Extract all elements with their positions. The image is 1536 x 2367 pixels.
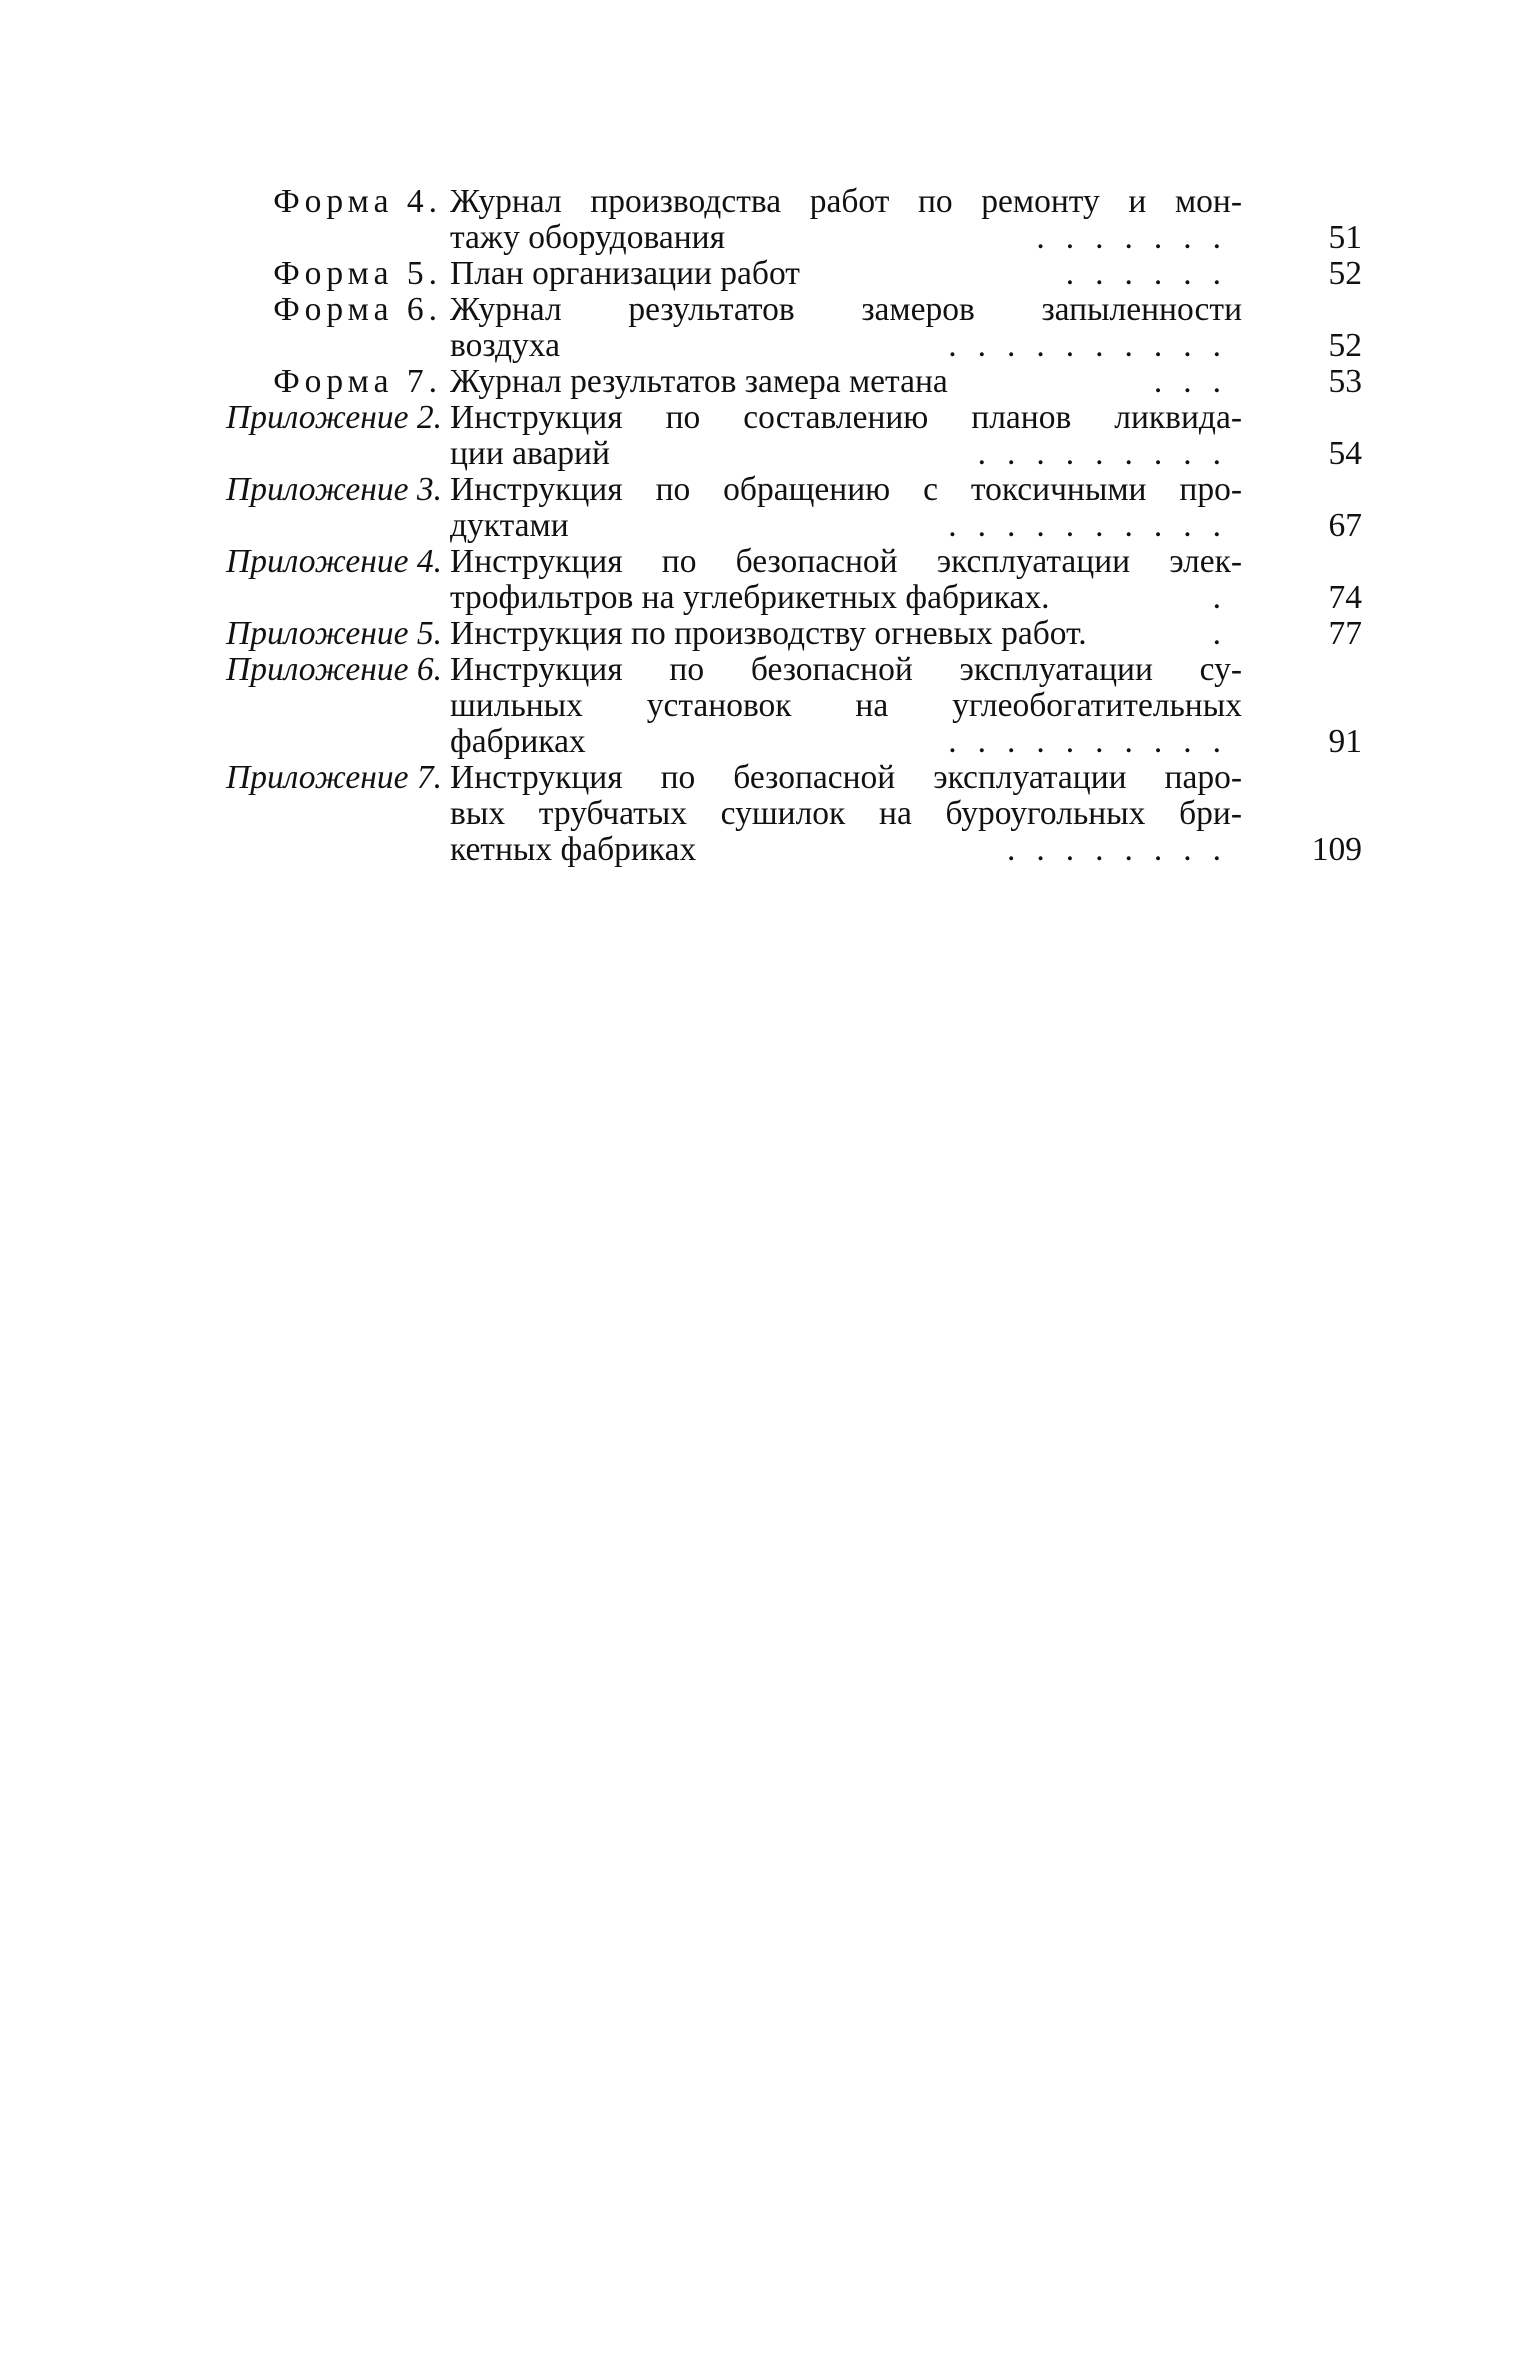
title-line: План организации работ <box>450 255 800 292</box>
title-line: вых трубчатых сушилок на буроугольных бри- <box>450 796 1242 832</box>
title-line: Инструкция по безопасной эксплуатации элек- <box>450 544 1242 580</box>
page-number: 67 <box>1328 507 1362 544</box>
page-column <box>1242 184 1362 256</box>
dot-leader: .......... <box>948 724 1242 760</box>
title-line: Инструкция по обращению с токсичными про- <box>450 472 1242 508</box>
entry-label: Приложение 3. <box>226 471 442 508</box>
title-line: фабриках <box>450 723 586 760</box>
page-number: 77 <box>1328 615 1362 652</box>
entry-title <box>450 472 1242 544</box>
dot-leader: .......... <box>948 508 1242 544</box>
entry-label: Приложение 6. <box>226 651 442 688</box>
title-line-with-leader <box>450 364 1242 400</box>
title-line-with-leader <box>450 508 1242 544</box>
title-line: трофильтров на углебрикетных фабриках. <box>450 579 1050 616</box>
title-line: дуктами <box>450 507 569 544</box>
toc-entry <box>170 256 1370 292</box>
page-column <box>1242 652 1362 760</box>
page-number: 51 <box>1328 219 1362 256</box>
dot-leader: ........ <box>1007 832 1242 868</box>
page-number: 54 <box>1328 435 1362 472</box>
entry-title <box>450 292 1242 364</box>
toc-entry <box>170 400 1370 472</box>
page-column <box>1242 760 1362 868</box>
title-line: кетных фабриках <box>450 831 697 868</box>
title-line-with-leader <box>450 724 1242 760</box>
dot-leader: . <box>1212 616 1242 652</box>
entry-title <box>450 652 1242 760</box>
page-column <box>1242 400 1362 472</box>
page-number: 52 <box>1328 255 1362 292</box>
table-of-contents <box>170 184 1370 868</box>
toc-entry <box>170 760 1370 868</box>
toc-entry <box>170 184 1370 256</box>
entry-label: Форма 6. <box>273 291 442 328</box>
dot-leader: .......... <box>948 328 1242 364</box>
entry-label: Приложение 2. <box>226 399 442 436</box>
dot-leader: ... <box>1153 364 1242 400</box>
title-line: воздуха <box>450 327 560 364</box>
page-number: 74 <box>1328 579 1362 616</box>
toc-entry <box>170 652 1370 760</box>
title-line-with-leader <box>450 328 1242 364</box>
page-number: 52 <box>1328 327 1362 364</box>
page-number: 91 <box>1328 723 1362 760</box>
entry-label: Приложение 5. <box>226 615 442 652</box>
title-line: Журнал результатов замера метана <box>450 363 948 400</box>
dot-leader: ....... <box>1036 220 1242 256</box>
title-line: Инструкция по безопасной эксплуатации паро- <box>450 760 1242 796</box>
title-line: Журнал производства работ по ремонту и мон- <box>450 184 1242 220</box>
toc-entry <box>170 292 1370 364</box>
toc-entry <box>170 472 1370 544</box>
title-line: ции аварий <box>450 435 610 472</box>
entry-title <box>450 400 1242 472</box>
title-line: тажу оборудования <box>450 219 725 256</box>
entry-title <box>450 364 1242 400</box>
title-line: Инструкция по безопасной эксплуатации су- <box>450 652 1242 688</box>
page-number: 109 <box>1311 831 1362 868</box>
entry-title <box>450 544 1242 616</box>
entry-title <box>450 184 1242 256</box>
page-column <box>1242 256 1362 292</box>
entry-label: Форма 5. <box>273 255 442 292</box>
entry-title <box>450 760 1242 868</box>
toc-entry <box>170 544 1370 616</box>
toc-entry <box>170 364 1370 400</box>
title-line: Журнал результатов замеров запыленности <box>450 292 1242 328</box>
title-line-with-leader <box>450 832 1242 868</box>
page-number: 53 <box>1328 363 1362 400</box>
dot-leader: . <box>1212 580 1242 616</box>
page-column <box>1242 472 1362 544</box>
title-line-with-leader <box>450 436 1242 472</box>
title-line-with-leader <box>450 256 1242 292</box>
title-line-with-leader <box>450 580 1242 616</box>
title-line: Инструкция по производству огневых работ. <box>450 615 1087 652</box>
entry-title <box>450 256 1242 292</box>
entry-label: Форма 4. <box>273 183 442 220</box>
page-column <box>1242 364 1362 400</box>
title-line: Инструкция по составлению планов ликвида- <box>450 400 1242 436</box>
page-column <box>1242 616 1362 652</box>
title-line: шильных установок на углеобогатительных <box>450 688 1242 724</box>
title-line-with-leader <box>450 616 1242 652</box>
toc-entry <box>170 616 1370 652</box>
dot-leader: ......... <box>977 436 1242 472</box>
entry-label: Приложение 4. <box>226 543 442 580</box>
entry-label: Форма 7. <box>273 363 442 400</box>
entry-label: Приложение 7. <box>226 759 442 796</box>
page-column <box>1242 544 1362 616</box>
page-column <box>1242 292 1362 364</box>
title-line-with-leader <box>450 220 1242 256</box>
entry-title <box>450 616 1242 652</box>
dot-leader: ...... <box>1065 256 1242 292</box>
